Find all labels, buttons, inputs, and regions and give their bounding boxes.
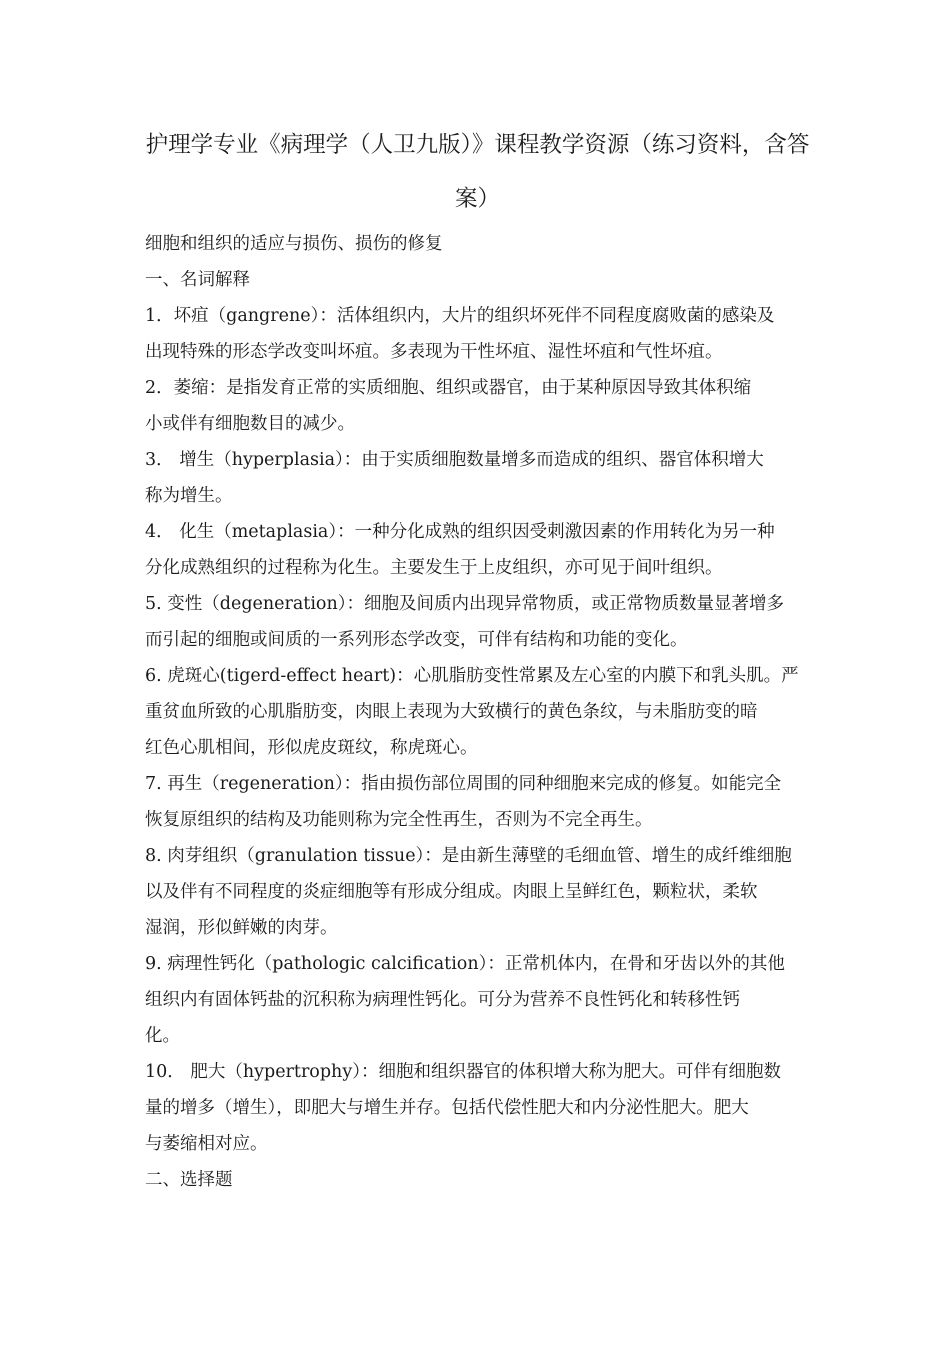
document-title <box>145 118 810 226</box>
term-line: 4． 化生（metaplasia）：一种分化成熟的组织因受刺激因素的作用转化为另一种 <box>145 522 775 542</box>
term-line: 8. 肉芽组织（granulation tissue）：是由新生薄壁的毛细血管、增生的成纤维细胞 <box>145 846 792 866</box>
term-item <box>145 442 810 514</box>
term-line: 以及伴有不同程度的炎症细胞等有形成分组成。肉眼上呈鲜红色，颗粒状，柔软 <box>145 882 758 902</box>
term-line: 小或伴有细胞数目的减少。 <box>145 414 355 434</box>
term-line: 9. 病理性钙化（pathologic calcification）：正常机体内，在骨和牙齿以外的其他 <box>145 954 785 974</box>
title-line-2: 案） <box>454 186 500 212</box>
term-item <box>145 586 810 658</box>
term-line: 化。 <box>145 1026 180 1046</box>
term-item <box>145 514 810 586</box>
document-page <box>145 118 810 1198</box>
term-line: 量的增多（增生），即肥大与增生并存。包括代偿性肥大和内分泌性肥大。肥大 <box>145 1098 749 1118</box>
term-line: 恢复原组织的结构及功能则称为完全性再生，否则为不完全再生。 <box>145 810 653 830</box>
term-line: 7. 再生（regeneration）：指由损伤部位周围的同种细胞来完成的修复。如能完全 <box>145 774 782 794</box>
term-item <box>145 370 810 442</box>
term-item <box>145 946 810 1054</box>
term-line: 10． 肥大（hypertrophy）：细胞和组织器官的体积增大称为肥大。可伴有细胞数 <box>145 1062 781 1082</box>
term-line: 红色心肌相间，形似虎皮斑纹，称虎斑心。 <box>145 738 478 758</box>
term-line: 6. 虎斑心(tigerd-effect heart)：心肌脂肪变性常累及左心室的内膜下和乳头肌。严 <box>145 666 799 686</box>
term-line: 5. 变性（degeneration）：细胞及间质内出现异常物质，或正常物质数量显著增多 <box>145 594 784 614</box>
term-line: 2．萎缩：是指发育正常的实质细胞、组织或器官，由于某种原因导致其体积缩 <box>145 378 752 398</box>
term-item <box>145 1054 810 1162</box>
term-line: 而引起的细胞或间质的一系列形态学改变，可伴有结构和功能的变化。 <box>145 630 688 650</box>
title-line-1: 护理学专业《病理学（人卫九版）》课程教学资源（练习资料，含答 <box>145 132 810 158</box>
term-item <box>145 766 810 838</box>
term-item <box>145 298 810 370</box>
term-line: 重贫血所致的心肌脂肪变，肉眼上表现为大致横行的黄色条纹，与未脂肪变的暗 <box>145 702 758 722</box>
section-heading-definitions: 一、名词解释 <box>145 270 250 290</box>
term-item <box>145 838 810 946</box>
term-list <box>145 298 810 1162</box>
term-line: 称为增生。 <box>145 486 233 506</box>
section-heading-choice: 二、选择题 <box>145 1170 233 1190</box>
term-line: 分化成熟组织的过程称为化生。主要发生于上皮组织，亦可见于间叶组织。 <box>145 558 723 578</box>
term-item <box>145 658 810 766</box>
term-line: 组织内有固体钙盐的沉积称为病理性钙化。可分为营养不良性钙化和转移性钙 <box>145 990 740 1010</box>
term-line: 出现特殊的形态学改变叫坏疽。多表现为干性坏疽、湿性坏疽和气性坏疽。 <box>145 342 723 362</box>
chapter-heading: 细胞和组织的适应与损伤、损伤的修复 <box>145 234 443 254</box>
term-line: 3． 增生（hyperplasia）：由于实质细胞数量增多而造成的组织、器官体积增大 <box>145 450 764 470</box>
term-line: 湿润，形似鲜嫩的肉芽。 <box>145 918 338 938</box>
term-line: 1．坏疽（gangrene）：活体组织内，大片的组织坏死伴不同程度腐败菌的感染及 <box>145 306 775 326</box>
term-line: 与萎缩相对应。 <box>145 1134 268 1154</box>
